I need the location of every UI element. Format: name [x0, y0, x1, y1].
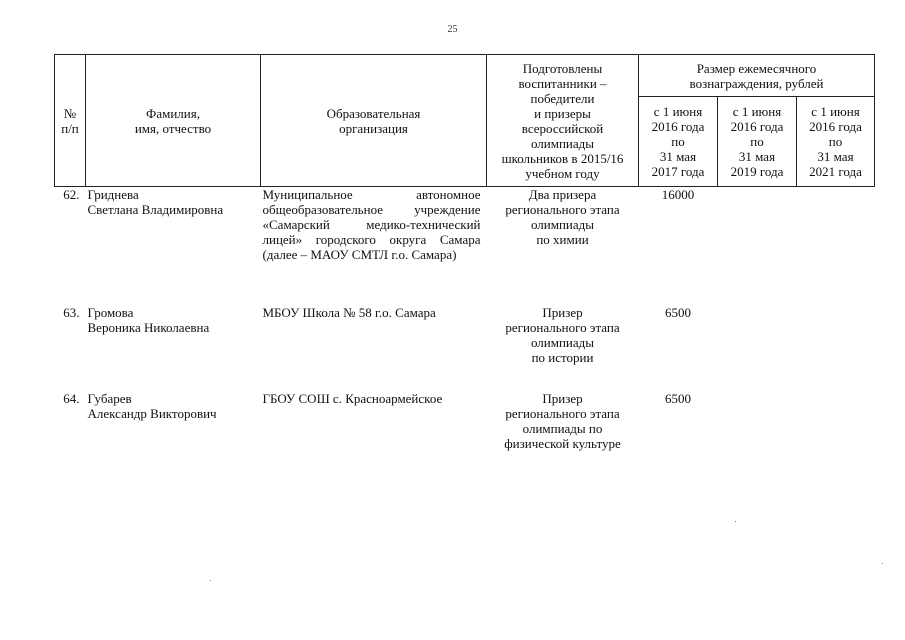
- scan-speck: [882, 563, 883, 564]
- header-period-2017: с 1 июня 2016 года по 31 мая 2017 года: [639, 97, 718, 187]
- row-organization: МБОУ Школа № 58 г.о. Самара: [262, 305, 436, 320]
- row-organization: Муниципальное автономное общеобразовательное учреждение «Самарский медико-технический лицей» городского округа Самара (далее – МАОУ СМТЛ г.о. Самара): [262, 187, 481, 262]
- row-amount-2017: 6500: [665, 391, 691, 406]
- table-row: [55, 305, 875, 391]
- row-full-name: Гриднева Светлана Владимировна: [87, 187, 224, 217]
- header-period-2019: с 1 июня 2016 года по 31 мая 2019 года: [718, 97, 797, 187]
- header-full-name: Фамилия, имя, отчество: [86, 55, 261, 187]
- row-amount-2017: 6500: [665, 305, 691, 320]
- row-organization: ГБОУ СОШ с. Красноармейское: [262, 391, 443, 406]
- header-number: № п/п: [55, 55, 86, 187]
- header-period-2021: с 1 июня 2016 года по 31 мая 2021 года: [797, 97, 875, 187]
- scan-speck: [210, 580, 211, 581]
- row-achievement: Призер регионального этапа олимпиады по физической культуре: [504, 391, 621, 451]
- row-amount-2021: [797, 187, 875, 306]
- table-row: [55, 391, 875, 461]
- scan-speck: [735, 521, 736, 522]
- table-header: [55, 55, 875, 187]
- header-achievement: Подготовлены воспитанники – победители и призеры всероссийской олимпиады школьников в 2015/16 учебном году: [487, 55, 639, 187]
- awards-table: [54, 54, 875, 461]
- header-reward-group: Размер ежемесячного вознаграждения, рублей: [639, 55, 875, 97]
- row-amount-2021: [797, 391, 875, 461]
- page-number: 25: [447, 24, 458, 35]
- row-number: 63.: [63, 305, 80, 320]
- row-amount-2019: [718, 187, 797, 306]
- row-amount-2017: 16000: [661, 187, 695, 202]
- row-amount-2019: [718, 305, 797, 391]
- row-number: 62.: [63, 187, 80, 202]
- row-full-name: Губарев Александр Викторович: [87, 391, 217, 421]
- table-row: [55, 187, 875, 306]
- row-achievement: Два призера регионального этапа олимпиады по химии: [505, 187, 620, 247]
- header-organization: Образовательная организация: [261, 55, 487, 187]
- row-achievement: Призер регионального этапа олимпиады по истории: [505, 305, 620, 365]
- row-amount-2021: [797, 305, 875, 391]
- row-amount-2019: [718, 391, 797, 461]
- row-number: 64.: [63, 391, 80, 406]
- row-full-name: Громова Вероника Николаевна: [87, 305, 210, 335]
